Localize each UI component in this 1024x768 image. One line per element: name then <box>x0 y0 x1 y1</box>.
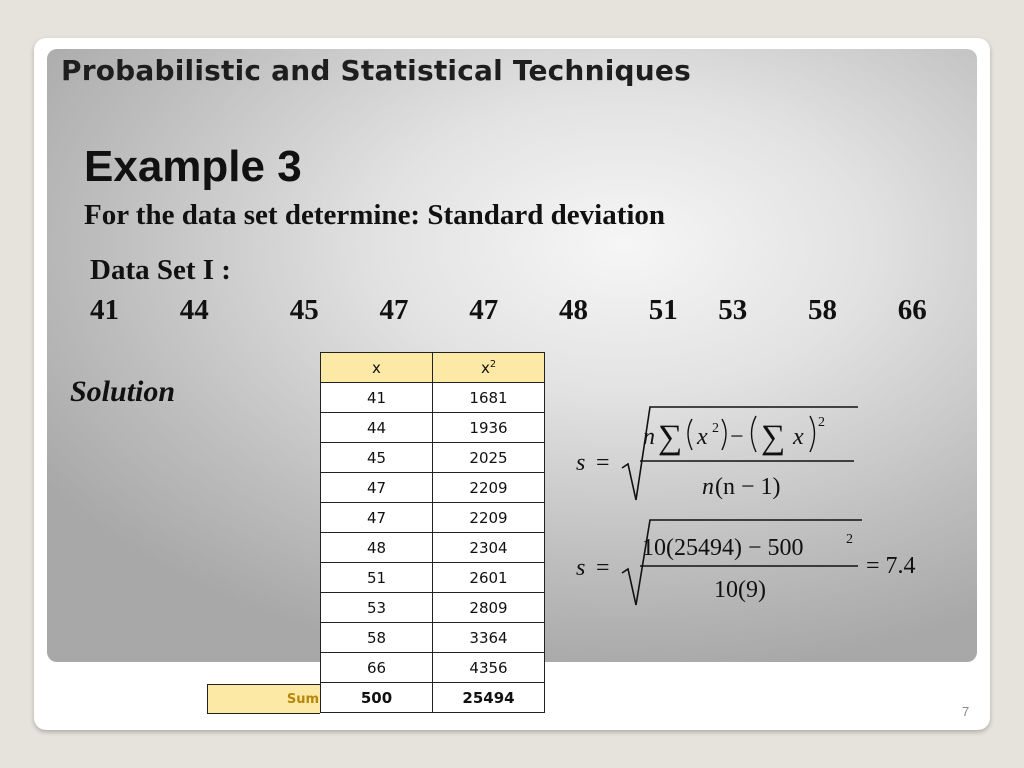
cell-x2: 2304 <box>433 533 545 563</box>
formula2-denominator: 10(9) <box>714 577 766 603</box>
table-row <box>321 653 545 683</box>
formula2-equals: = <box>596 555 610 581</box>
paren-open-2 <box>752 416 757 452</box>
cell-x: 58 <box>321 623 433 653</box>
table-row <box>321 503 545 533</box>
task-subheading: For the data set determine: Standard deviation <box>84 199 666 231</box>
paren-close-2 <box>810 416 815 452</box>
table-row <box>321 413 545 443</box>
sum-x2: 25494 <box>433 683 545 713</box>
cell-x: 47 <box>321 473 433 503</box>
cell-x2: 2809 <box>433 593 545 623</box>
page-number: 7 <box>962 704 970 719</box>
paren-open-1 <box>688 419 692 450</box>
formula1-s: s <box>576 450 586 476</box>
cell-x: 66 <box>321 653 433 683</box>
example-heading: Example 3 <box>84 142 302 191</box>
formula1-n: n <box>643 424 655 450</box>
cell-x2: 2209 <box>433 503 545 533</box>
cell-x2: 2025 <box>433 443 545 473</box>
table-row <box>321 593 545 623</box>
formula1-den-paren: (n − 1) <box>715 474 781 500</box>
paren-close-1 <box>722 419 726 450</box>
std-dev-formula <box>570 402 870 512</box>
solution-label: Solution <box>70 375 176 408</box>
formula1-exp-b: 2 <box>818 415 825 430</box>
cell-x2: 1681 <box>433 383 545 413</box>
cell-x: 51 <box>321 563 433 593</box>
sum-row <box>321 683 545 713</box>
formula1-minus: − <box>730 424 744 450</box>
formula1-equals: = <box>596 450 610 476</box>
formula2-exp: 2 <box>846 532 853 547</box>
sigma-2: ∑ <box>761 419 786 456</box>
sigma-1: ∑ <box>658 419 683 456</box>
std-dev-calculation <box>570 515 950 610</box>
header-x: x <box>321 353 433 383</box>
slide-title: Probabilistic and Statistical Techniques <box>61 54 691 87</box>
table-row <box>321 443 545 473</box>
cell-x2: 3364 <box>433 623 545 653</box>
dataset-label: Data Set I : <box>90 254 231 286</box>
formula1-x2: x <box>793 424 804 450</box>
cell-x2: 2601 <box>433 563 545 593</box>
table-row <box>321 623 545 653</box>
cell-x: 41 <box>321 383 433 413</box>
table-row <box>321 473 545 503</box>
sum-x: 500 <box>321 683 433 713</box>
formula2-result: = 7.4 <box>866 553 916 579</box>
formula2-s: s <box>576 555 586 581</box>
dataset-values: 41 44 45 47 47 48 51 53 58 66 <box>90 294 927 326</box>
cell-x: 48 <box>321 533 433 563</box>
formula2-numerator: 10(25494) − 500 <box>642 535 804 561</box>
cell-x2: 1936 <box>433 413 545 443</box>
table-row <box>321 383 545 413</box>
formula1-x: x <box>697 424 708 450</box>
formula1-exp-a: 2 <box>712 421 719 436</box>
cell-x2: 2209 <box>433 473 545 503</box>
computation-table <box>320 352 545 713</box>
header-x-squared: $x^2$ <box>433 353 545 383</box>
cell-x: 47 <box>321 503 433 533</box>
cell-x: 45 <box>321 443 433 473</box>
table-header-row <box>321 353 545 383</box>
table-row <box>321 563 545 593</box>
cell-x: 53 <box>321 593 433 623</box>
sum-label: Sum <box>207 684 320 714</box>
cell-x2: 4356 <box>433 653 545 683</box>
formula1-den-n: n <box>702 474 714 500</box>
cell-x: 44 <box>321 413 433 443</box>
table-row <box>321 533 545 563</box>
